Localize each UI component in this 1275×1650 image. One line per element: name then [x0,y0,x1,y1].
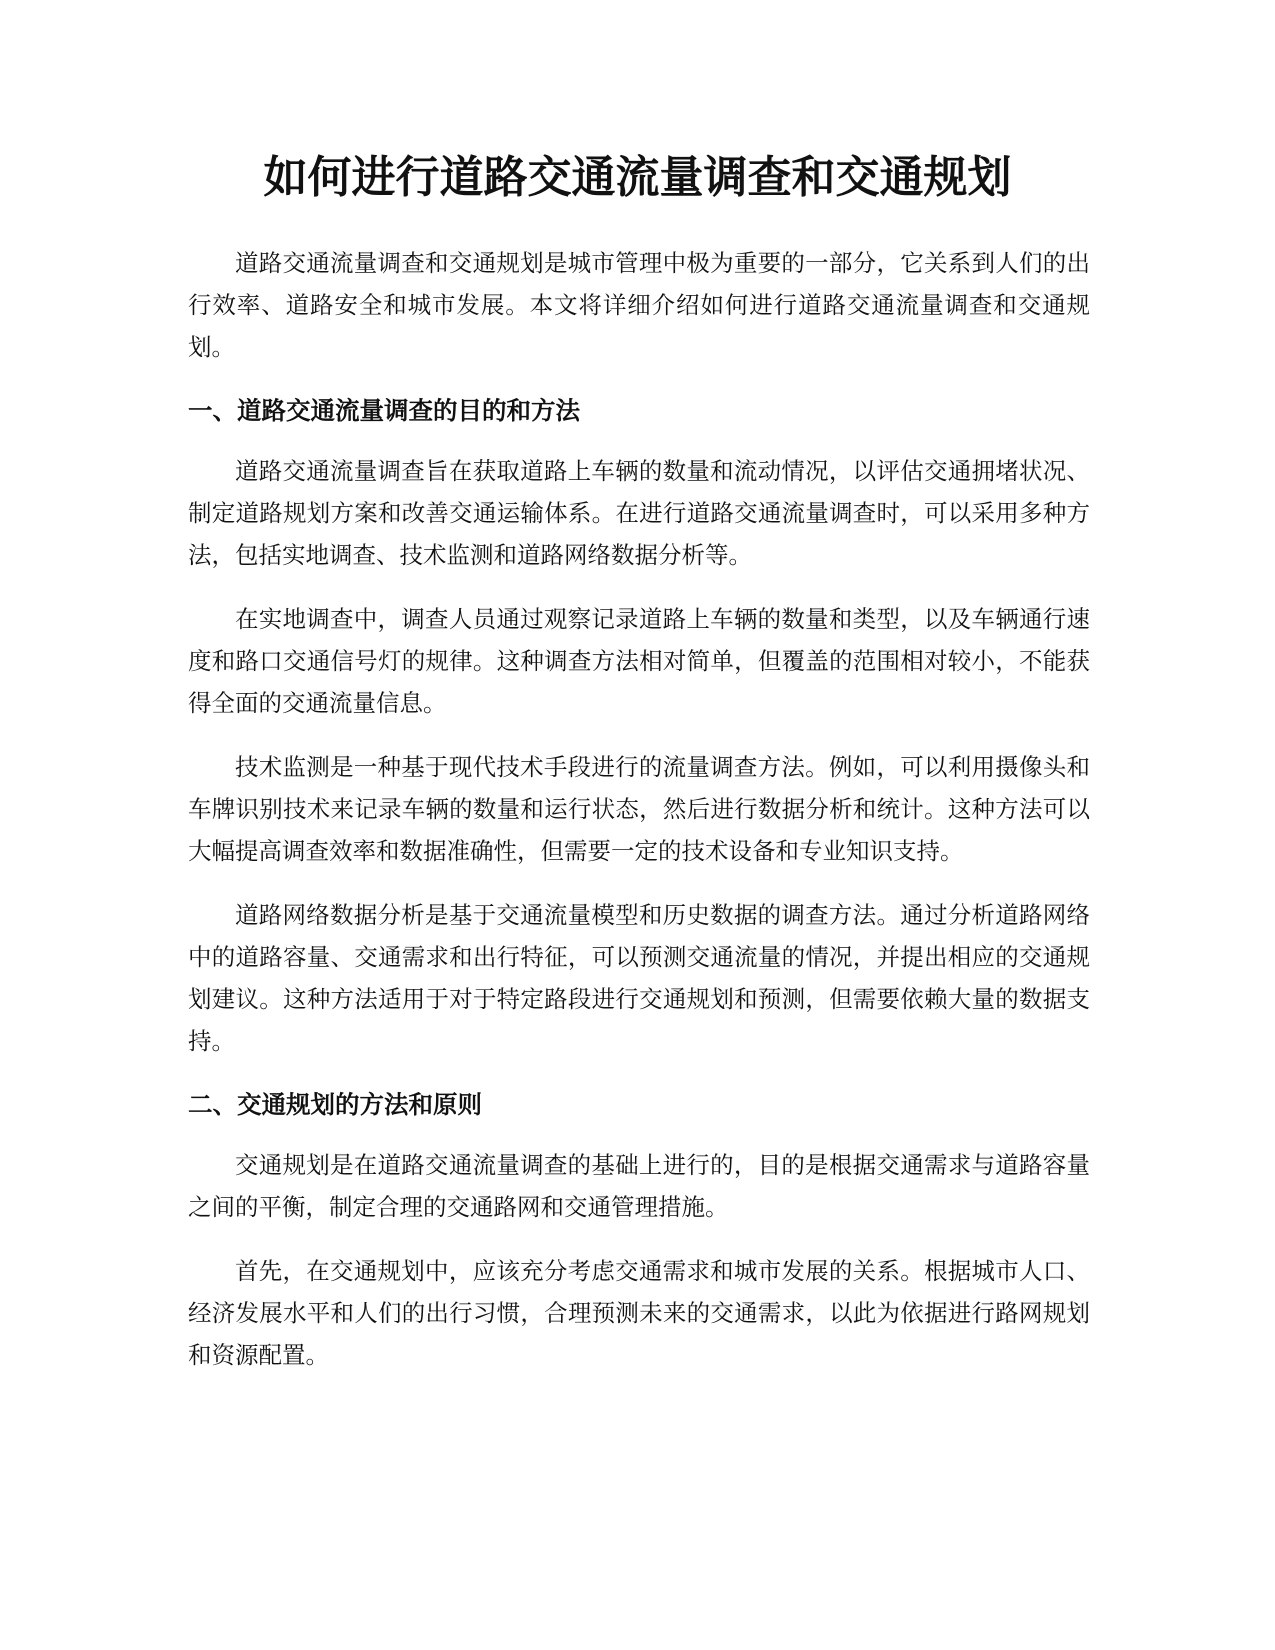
section-1-paragraph-1: 道路交通流量调查旨在获取道路上车辆的数量和流动情况，以评估交通拥堵状况、制定道路规划方案和改善交通运输体系。在进行道路交通流量调查时，可以采用多种方法，包括实地调查、技术监测和道路网络数据分析等。 [188,457,1090,569]
section-2-paragraph-2: 首先，在交通规划中，应该充分考虑交通需求和城市发展的关系。根据城市人口、经济发展水平和人们的出行习惯，合理预测未来的交通需求，以此为依据进行路网规划和资源配置。 [188,1257,1090,1369]
section-2-paragraph-1: 交通规划是在道路交通流量调查的基础上进行的，目的是根据交通需求与道路容量之间的平衡，制定合理的交通路网和交通管理措施。 [188,1151,1090,1221]
section-1-paragraph-4: 道路网络数据分析是基于交通流量模型和历史数据的调查方法。通过分析道路网络中的道路容量、交通需求和出行特征，可以预测交通流量的情况，并提出相应的交通规划建议。这种方法适用于对于特定路段进行交通规划和预测，但需要依赖大量的数据支持。 [188,901,1090,1055]
document-body [188,242,1090,1398]
intro-paragraph: 道路交通流量调查和交通规划是城市管理中极为重要的一部分，它关系到人们的出行效率、道路安全和城市发展。本文将详细介绍如何进行道路交通流量调查和交通规划。 [188,249,1090,361]
section-1-heading: 一、道路交通流量调查的目的和方法 [188,396,580,425]
document-title: 如何进行道路交通流量调查和交通规划 [263,152,1012,203]
section-1-paragraph-2: 在实地调查中，调查人员通过观察记录道路上车辆的数量和类型，以及车辆通行速度和路口交通信号灯的规律。这种调查方法相对简单，但覆盖的范围相对较小，不能获得全面的交通流量信息。 [188,605,1090,717]
section-1-paragraph-3: 技术监测是一种基于现代技术手段进行的流量调查方法。例如，可以利用摄像头和车牌识别技术来记录车辆的数量和运行状态，然后进行数据分析和统计。这种方法可以大幅提高调查效率和数据准确性，但需要一定的技术设备和专业知识支持。 [188,753,1090,865]
section-2-heading: 二、交通规划的方法和原则 [188,1090,482,1119]
